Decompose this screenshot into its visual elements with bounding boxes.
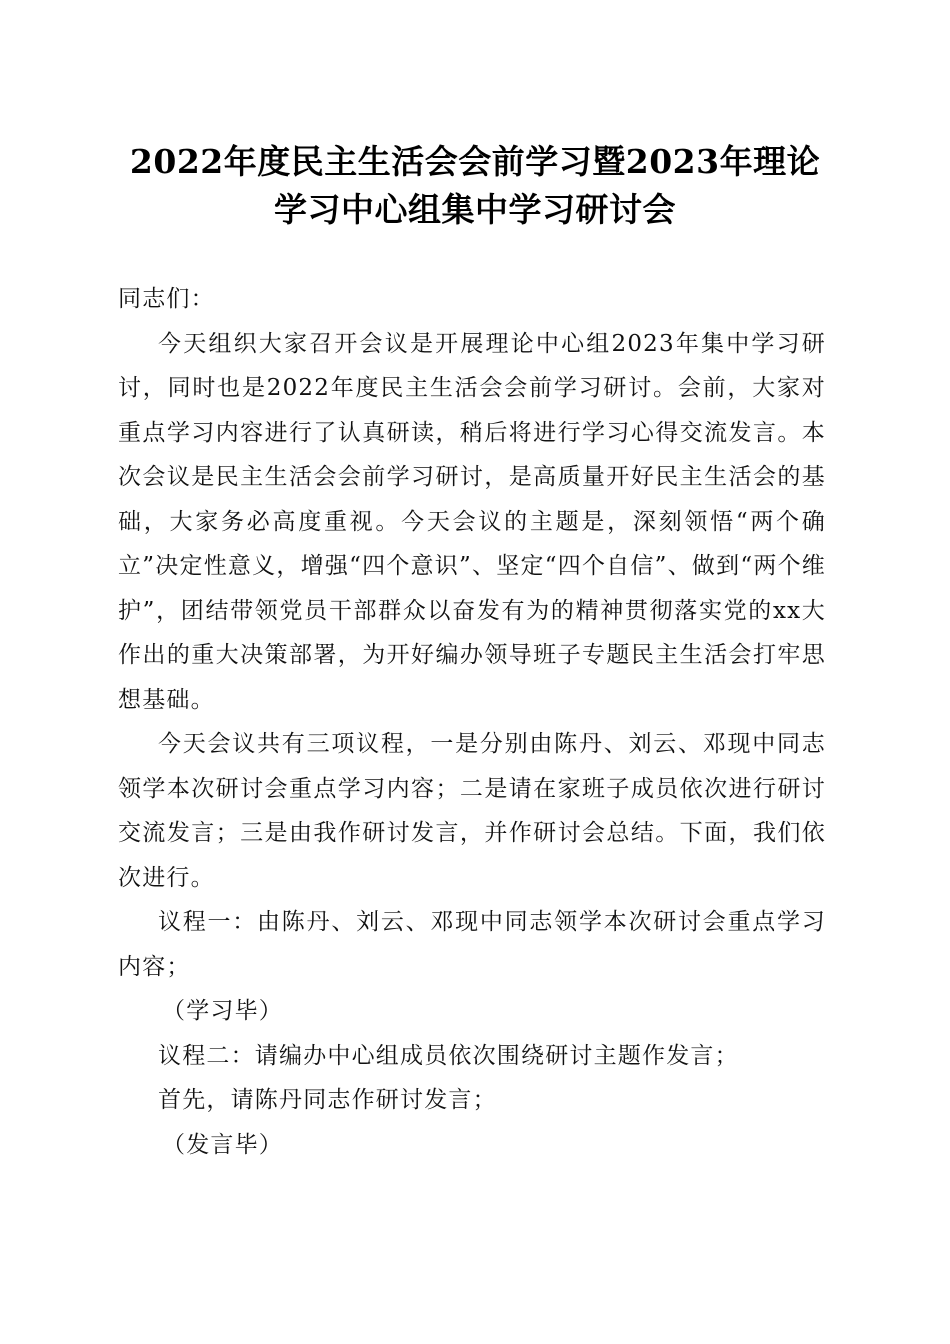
title-line-1: 2022年度民主生活会会前学习暨2023年理论 <box>129 142 821 181</box>
paragraph-agenda: 今天会议共有三项议程，一是分别由陈丹、刘云、邓现中同志领学本次研讨会重点学习内容；二是请在家班子成员依次进行研讨交流发言；三是由我作研讨发言，并作研讨会总结。下面，我们依次进行。 <box>118 731 826 891</box>
paragraph-first-speaker: 首先，请陈丹同志作研讨发言； <box>158 1087 497 1113</box>
paragraph-opening: 今天组织大家召开会议是开展理论中心组2023年集中学习研讨，同时也是2022年度民主生活会会前学习研讨。会前，大家对重点学习内容进行了认真研读，稍后将进行学习心得交流发言。本次会议是民主生活会会前学习研讨，是高质量开好民主生活会的基础，大家务必高度重视。今天会议的主题是，深刻领悟“两个确立”决定性意义，增强“四个意识”、坚定“四个自信”、做到“两个维护”，团结带领党员干部群众以奋发有为的精神贯彻落实党的xx大作出的重大决策部署，为开好编办领导班子专题民主生活会打牢思想基础。 <box>118 330 826 713</box>
note-study-done: （学习毕） <box>162 998 283 1024</box>
paragraph-agenda-one: 议程一：由陈丹、刘云、邓现中同志领学本次研讨会重点学习内容； <box>118 909 826 980</box>
paragraph-agenda-two: 议程二：请编办中心组成员依次围绕研讨主题作发言； <box>158 1042 739 1069</box>
salutation: 同志们： <box>118 286 215 312</box>
note-speech-done: （发言毕） <box>162 1131 283 1158</box>
document-body <box>118 277 826 1167</box>
title-line-2: 学习中心组集中学习研讨会 <box>274 190 676 229</box>
document-title <box>110 138 840 234</box>
